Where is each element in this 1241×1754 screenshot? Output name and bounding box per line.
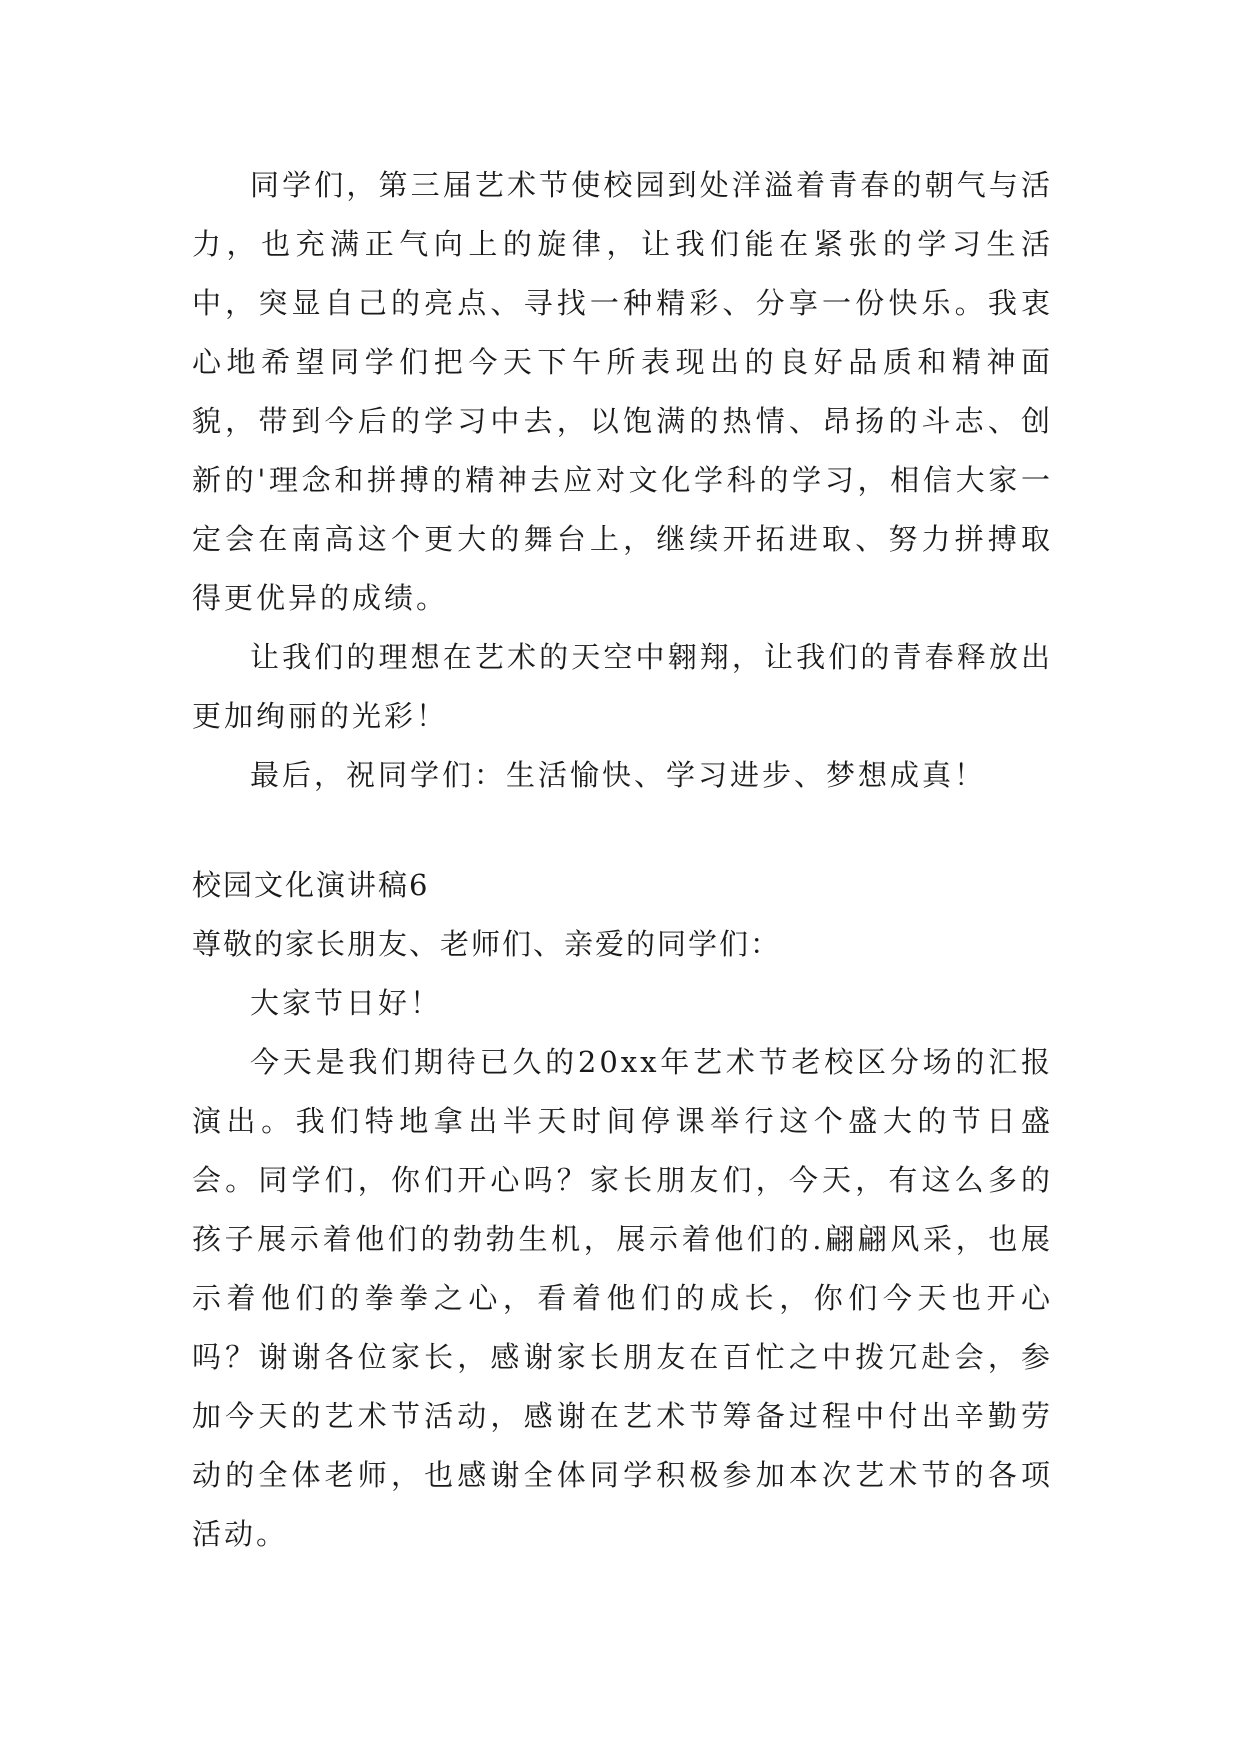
section-title: 校园文化演讲稿6	[192, 868, 430, 902]
salutation: 尊敬的家长朋友、老师们、亲爱的同学们：	[192, 927, 782, 961]
paragraph: 让我们的理想在艺术的天空中翱翔，让我们的青春释放出更加绚丽的光彩！	[192, 640, 1053, 733]
paragraph: 大家节日好！	[250, 986, 443, 1020]
speech-section-bottom	[192, 856, 1053, 1564]
paragraph: 今天是我们期待已久的20xx年艺术节老校区分场的汇报演出。我们特地拿出半天时间停课举行这个盛大的节日盛会。同学们，你们开心吗？家长朋友们，今天，有这么多的孩子展示着他们的勃勃生机，展示着他们的.翩翩风采，也展示着他们的拳拳之心，看着他们的成长，你们今天也开心吗？谢谢各位家长，感谢家长朋友在百忙之中拨冗赴会，参加今天的艺术节活动，感谢在艺术节筹备过程中付出辛勤劳动的全体老师，也感谢全体同学积极参加本次艺术节的各项活动。	[192, 1045, 1053, 1551]
paragraph: 最后，祝同学们：生活愉快、学习进步、梦想成真！	[250, 758, 987, 792]
paragraph: 同学们，第三届艺术节使校园到处洋溢着青春的朝气与活力，也充满正气向上的旋律，让我们能在紧张的学习生活中，突显自己的亮点、寻找一种精彩、分享一份快乐。我衷心地希望同学们把今天下午所表现出的良好品质和精神面貌，带到今后的学习中去，以饱满的热情、昂扬的斗志、创新的'理念和拼搏的精神去应对文化学科的学习，相信大家一定会在南高这个更大的舞台上，继续开拓进取、努力拼搏取得更优异的成绩。	[192, 168, 1053, 615]
speech-section-top	[192, 156, 1053, 805]
